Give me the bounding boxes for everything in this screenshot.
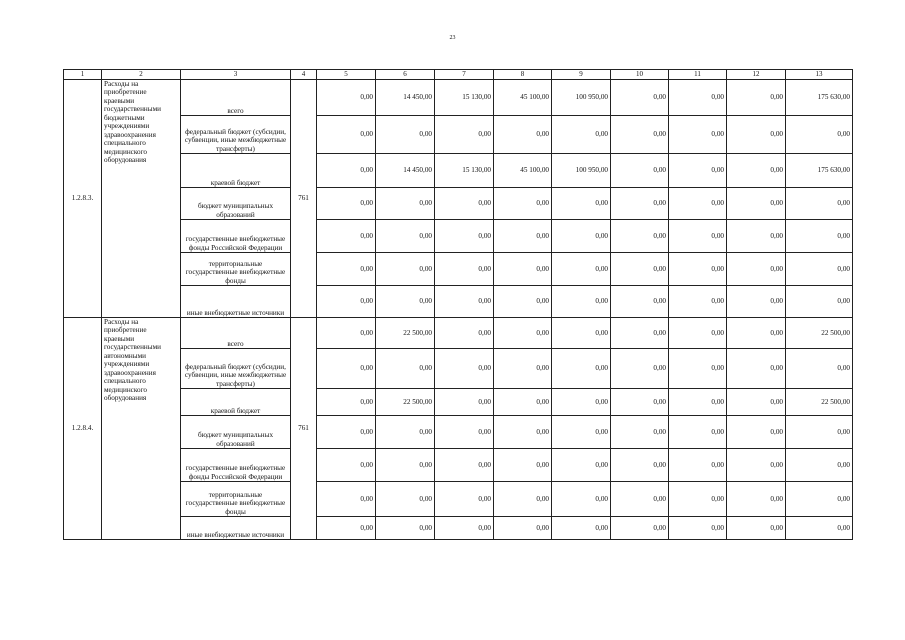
amount-cell: 0,00	[376, 349, 435, 389]
table-row	[64, 318, 853, 349]
amount-cell: 0,00	[552, 188, 611, 220]
amount-cell: 0,00	[494, 318, 552, 349]
amount-cell: 0,00	[552, 253, 611, 286]
amount-cell: 0,00	[669, 449, 727, 482]
amount-cell: 0,00	[435, 220, 494, 253]
amount-cell: 0,00	[376, 116, 435, 154]
amount-cell: 0,00	[786, 449, 853, 482]
table-row	[64, 517, 853, 540]
amount-cell: 0,00	[435, 349, 494, 389]
funding-source: краевой бюджет	[181, 154, 291, 188]
measure-code: 1.2.8.4.	[64, 318, 102, 540]
amount-cell: 0,00	[727, 116, 786, 154]
amount-cell: 0,00	[494, 517, 552, 540]
column-header: 9	[552, 70, 611, 80]
amount-cell: 0,00	[317, 318, 376, 349]
amount-cell: 14 450,00	[376, 154, 435, 188]
amount-cell: 0,00	[552, 482, 611, 517]
amount-cell: 0,00	[611, 449, 669, 482]
table-row	[64, 349, 853, 389]
amount-cell: 0,00	[669, 286, 727, 318]
column-header: 4	[291, 70, 317, 80]
amount-cell: 0,00	[786, 188, 853, 220]
amount-cell: 0,00	[494, 349, 552, 389]
amount-cell: 0,00	[376, 517, 435, 540]
amount-cell: 175 630,00	[786, 80, 853, 116]
column-header: 7	[435, 70, 494, 80]
amount-cell: 0,00	[552, 220, 611, 253]
amount-cell: 0,00	[786, 416, 853, 449]
amount-cell: 0,00	[317, 220, 376, 253]
column-header: 11	[669, 70, 727, 80]
amount-cell: 0,00	[611, 253, 669, 286]
page-number: 23	[449, 35, 456, 41]
table-row	[64, 154, 853, 188]
amount-cell: 0,00	[611, 318, 669, 349]
amount-cell: 0,00	[435, 286, 494, 318]
amount-cell: 0,00	[669, 482, 727, 517]
funding-source: федеральный бюджет (субсидии, субвенции, иные межбюджетные трансферты)	[181, 116, 291, 154]
column-header: 3	[181, 70, 291, 80]
amount-cell: 0,00	[611, 389, 669, 416]
amount-cell: 0,00	[376, 188, 435, 220]
amount-cell: 0,00	[786, 482, 853, 517]
amount-cell: 0,00	[669, 349, 727, 389]
amount-cell: 0,00	[317, 116, 376, 154]
amount-cell: 45 100,00	[494, 80, 552, 116]
amount-cell: 0,00	[435, 389, 494, 416]
amount-cell: 0,00	[552, 349, 611, 389]
amount-cell: 0,00	[435, 517, 494, 540]
funding-source: территориальные государственные внебюджетные фонды	[181, 482, 291, 517]
amount-cell: 0,00	[435, 416, 494, 449]
funding-source: территориальные государственные внебюджетные фонды	[181, 253, 291, 286]
amount-cell: 22 500,00	[786, 318, 853, 349]
amount-cell: 0,00	[727, 220, 786, 253]
table-row	[64, 449, 853, 482]
column-header: 13	[786, 70, 853, 80]
amount-cell: 0,00	[317, 286, 376, 318]
column-header: 1	[64, 70, 102, 80]
measure-name: Расходы на приобретение краевыми государственными бюджетными учреждениями здравоохранения специального медицинского оборудования	[102, 80, 181, 318]
amount-cell: 0,00	[435, 482, 494, 517]
amount-cell: 0,00	[376, 253, 435, 286]
amount-cell: 0,00	[669, 389, 727, 416]
column-number-row	[64, 70, 853, 80]
funding-source: всего	[181, 318, 291, 349]
amount-cell: 0,00	[494, 188, 552, 220]
amount-cell: 22 500,00	[786, 389, 853, 416]
table-body	[64, 70, 853, 540]
funding-source: бюджет муниципальных образований	[181, 188, 291, 220]
amount-cell: 0,00	[727, 253, 786, 286]
table-row	[64, 482, 853, 517]
amount-cell: 0,00	[727, 80, 786, 116]
amount-cell: 0,00	[317, 154, 376, 188]
amount-cell: 0,00	[552, 416, 611, 449]
amount-cell: 0,00	[727, 188, 786, 220]
amount-cell: 0,00	[317, 416, 376, 449]
amount-cell: 0,00	[552, 389, 611, 416]
amount-cell: 0,00	[786, 220, 853, 253]
amount-cell: 0,00	[552, 449, 611, 482]
amount-cell: 175 630,00	[786, 154, 853, 188]
table-row	[64, 80, 853, 116]
amount-cell: 0,00	[317, 517, 376, 540]
amount-cell: 22 500,00	[376, 318, 435, 349]
amount-cell: 15 130,00	[435, 154, 494, 188]
amount-cell: 0,00	[611, 154, 669, 188]
funding-source: иные внебюджетные источники	[181, 286, 291, 318]
amount-cell: 0,00	[669, 253, 727, 286]
funding-source: иные внебюджетные источники	[181, 517, 291, 540]
table-row	[64, 116, 853, 154]
measure-name: Расходы на приобретение краевыми государственными автономными учреждениями здравоохранения специального медицинского оборудования	[102, 318, 181, 540]
amount-cell: 0,00	[494, 482, 552, 517]
amount-cell: 100 950,00	[552, 154, 611, 188]
amount-cell: 0,00	[494, 253, 552, 286]
amount-cell: 0,00	[494, 220, 552, 253]
amount-cell: 0,00	[727, 517, 786, 540]
amount-cell: 0,00	[435, 116, 494, 154]
amount-cell: 0,00	[669, 416, 727, 449]
amount-cell: 0,00	[317, 482, 376, 517]
amount-cell: 0,00	[786, 253, 853, 286]
funding-source: федеральный бюджет (субсидии, субвенции, иные межбюджетные трансферты)	[181, 349, 291, 389]
amount-cell: 0,00	[727, 449, 786, 482]
table-row	[64, 416, 853, 449]
amount-cell: 0,00	[317, 449, 376, 482]
amount-cell: 0,00	[552, 318, 611, 349]
amount-cell: 0,00	[494, 286, 552, 318]
amount-cell: 0,00	[317, 80, 376, 116]
amount-cell: 100 950,00	[552, 80, 611, 116]
amount-cell: 0,00	[376, 220, 435, 253]
amount-cell: 0,00	[611, 286, 669, 318]
amount-cell: 0,00	[317, 389, 376, 416]
amount-cell: 0,00	[494, 449, 552, 482]
column-header: 8	[494, 70, 552, 80]
funding-source: бюджет муниципальных образований	[181, 416, 291, 449]
amount-cell: 0,00	[727, 389, 786, 416]
amount-cell: 0,00	[611, 482, 669, 517]
amount-cell: 0,00	[727, 349, 786, 389]
grbs-code: 761	[291, 80, 317, 318]
amount-cell: 0,00	[669, 80, 727, 116]
amount-cell: 0,00	[435, 449, 494, 482]
amount-cell: 0,00	[376, 482, 435, 517]
amount-cell: 0,00	[611, 80, 669, 116]
amount-cell: 0,00	[494, 416, 552, 449]
table-row	[64, 389, 853, 416]
amount-cell: 0,00	[669, 220, 727, 253]
funding-source: всего	[181, 80, 291, 116]
amount-cell: 0,00	[611, 188, 669, 220]
table-row	[64, 253, 853, 286]
amount-cell: 0,00	[552, 116, 611, 154]
amount-cell: 0,00	[435, 188, 494, 220]
column-header: 12	[727, 70, 786, 80]
amount-cell: 0,00	[669, 517, 727, 540]
funding-source: государственные внебюджетные фонды Российской Федерации	[181, 449, 291, 482]
column-header: 2	[102, 70, 181, 80]
amount-cell: 0,00	[611, 517, 669, 540]
amount-cell: 0,00	[611, 220, 669, 253]
amount-cell: 0,00	[611, 116, 669, 154]
amount-cell: 0,00	[494, 116, 552, 154]
amount-cell: 0,00	[669, 188, 727, 220]
table-row	[64, 286, 853, 318]
column-header: 5	[317, 70, 376, 80]
amount-cell: 0,00	[376, 449, 435, 482]
funding-source: государственные внебюджетные фонды Российской Федерации	[181, 220, 291, 253]
amount-cell: 0,00	[317, 253, 376, 286]
amount-cell: 0,00	[494, 389, 552, 416]
amount-cell: 0,00	[727, 416, 786, 449]
amount-cell: 0,00	[611, 416, 669, 449]
amount-cell: 0,00	[669, 116, 727, 154]
amount-cell: 0,00	[317, 188, 376, 220]
amount-cell: 0,00	[376, 416, 435, 449]
amount-cell: 0,00	[376, 286, 435, 318]
amount-cell: 0,00	[435, 318, 494, 349]
funding-source: краевой бюджет	[181, 389, 291, 416]
amount-cell: 0,00	[786, 116, 853, 154]
amount-cell: 0,00	[727, 154, 786, 188]
amount-cell: 0,00	[786, 349, 853, 389]
amount-cell: 0,00	[552, 517, 611, 540]
amount-cell: 0,00	[317, 349, 376, 389]
table-row	[64, 220, 853, 253]
budget-table	[63, 69, 853, 540]
amount-cell: 0,00	[435, 253, 494, 286]
column-header: 6	[376, 70, 435, 80]
measure-code: 1.2.8.3.	[64, 80, 102, 318]
amount-cell: 45 100,00	[494, 154, 552, 188]
amount-cell: 0,00	[727, 482, 786, 517]
amount-cell: 0,00	[669, 154, 727, 188]
amount-cell: 15 130,00	[435, 80, 494, 116]
amount-cell: 22 500,00	[376, 389, 435, 416]
amount-cell: 0,00	[727, 286, 786, 318]
table-row	[64, 188, 853, 220]
amount-cell: 0,00	[611, 349, 669, 389]
amount-cell: 0,00	[786, 286, 853, 318]
amount-cell: 14 450,00	[376, 80, 435, 116]
column-header: 10	[611, 70, 669, 80]
amount-cell: 0,00	[727, 318, 786, 349]
amount-cell: 0,00	[786, 517, 853, 540]
grbs-code: 761	[291, 318, 317, 540]
amount-cell: 0,00	[552, 286, 611, 318]
amount-cell: 0,00	[669, 318, 727, 349]
